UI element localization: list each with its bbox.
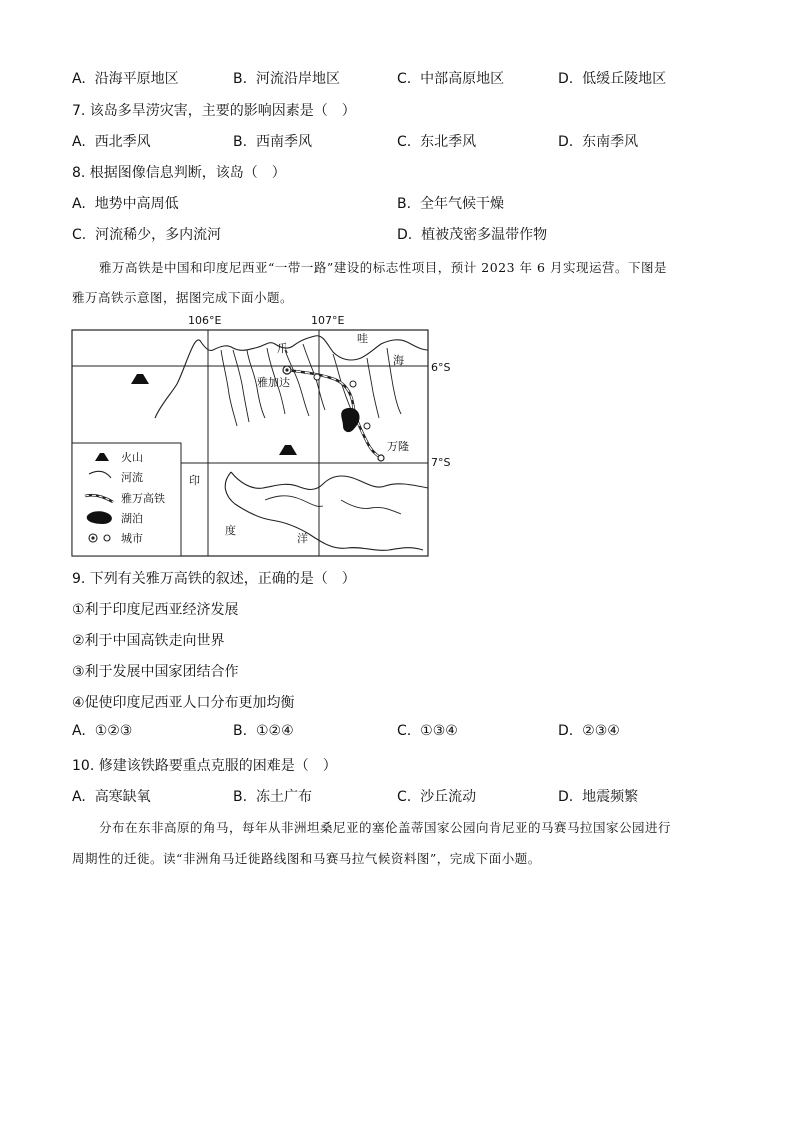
q7-option-a[interactable]: A. 西北季风	[72, 134, 151, 150]
label-du: 度	[225, 524, 236, 537]
lat-label-6s: 6°S	[431, 361, 451, 374]
lake	[341, 408, 359, 432]
svg-text:雅万高铁: 雅万高铁	[121, 492, 165, 505]
passage-1-line-2: 雅万高铁示意图，据图完成下面小题。	[72, 290, 294, 305]
q9-statement-1: ①利于印度尼西亚经济发展	[72, 602, 239, 618]
q6-option-c[interactable]: C. 中部高原地区	[397, 71, 505, 87]
svg-text:城市: 城市	[121, 532, 143, 545]
station-dot	[314, 374, 320, 380]
river-1	[221, 350, 237, 426]
q6-option-b[interactable]: B. 河流沿岸地区	[233, 71, 340, 87]
q8-option-d[interactable]: D. 植被茂密多温带作物	[397, 227, 548, 243]
q10-stem: 10. 修建该铁路要重点克服的困难是（ ）	[72, 758, 337, 774]
q7-option-c[interactable]: C. 东北季风	[397, 134, 477, 150]
river-2	[233, 350, 249, 422]
city-bandung	[378, 455, 384, 461]
label-yin: 印	[189, 474, 200, 487]
q6-option-a[interactable]: A. 沿海平原地区	[72, 71, 179, 87]
label-bandung: 万隆	[387, 440, 409, 453]
q8-option-c[interactable]: C. 河流稀少，多内流河	[72, 227, 222, 243]
passage-2-line-1: 分布在东非高原的角马，每年从非洲坦桑尼亚的塞伦盖蒂国家公园向肯尼亚的马赛马拉国家公园进行	[99, 820, 672, 835]
label-jakarta: 雅加达	[257, 376, 290, 389]
q9-statement-3: ③利于发展中国家团结合作	[72, 664, 239, 680]
volcano-marker	[131, 374, 149, 384]
city-jakarta	[283, 366, 291, 374]
river-8	[367, 358, 379, 418]
q9-statement-4: ④促使印度尼西亚人口分布更加均衡	[72, 695, 295, 711]
label-yang: 洋	[297, 532, 308, 545]
q7-option-b[interactable]: B. 西南季风	[233, 134, 312, 150]
q8-option-a[interactable]: A. 地势中高周低	[72, 196, 179, 212]
label-hai: 海	[393, 354, 404, 367]
q6-option-d[interactable]: D. 低缓丘陵地区	[558, 71, 667, 87]
label-wa: 哇	[357, 332, 368, 345]
q9-option-b[interactable]: B. ①②④	[233, 723, 294, 739]
lat-label-7s: 7°S	[431, 456, 451, 469]
q8-option-b[interactable]: B. 全年气候干燥	[397, 196, 504, 212]
q10-option-b[interactable]: B. 冻土广布	[233, 789, 312, 805]
passage-1-line-1: 雅万高铁是中国和印度尼西亚“一带一路”建设的标志性项目，预计 2023 年 6 月实现运营。下图是	[99, 260, 667, 275]
svg-text:河流: 河流	[121, 471, 143, 484]
rivers	[221, 344, 401, 514]
q10-option-d[interactable]: D. 地震频繁	[558, 789, 639, 805]
passage-2-line-2: 周期性的迁徙。读“非洲角马迁徙路线图和马赛马拉气候资料图”，完成下面小题。	[72, 851, 541, 866]
river-10	[265, 496, 323, 507]
lon-label-106: 106°E	[188, 314, 222, 327]
railway-map	[71, 314, 431, 558]
q9-statement-2: ②利于中国高铁走向世界	[72, 633, 225, 649]
q10-option-a[interactable]: A. 高寒缺氧	[72, 789, 151, 805]
station-dot	[350, 381, 356, 387]
station-dot	[364, 423, 370, 429]
q9-stem: 9. 下列有关雅万高铁的叙述，正确的是（ ）	[72, 571, 356, 587]
q10-option-c[interactable]: C. 沙丘流动	[397, 789, 477, 805]
q9-option-d[interactable]: D. ②③④	[558, 723, 620, 739]
railway-line	[287, 370, 381, 458]
south-coastline	[231, 472, 428, 490]
volcano-marker	[279, 445, 297, 455]
lon-label-107: 107°E	[311, 314, 345, 327]
river-11	[341, 500, 401, 514]
q7-stem: 7. 该岛多旱涝灾害，主要的影响因素是（ ）	[72, 103, 356, 119]
q7-option-d[interactable]: D. 东南季风	[558, 134, 639, 150]
q9-option-c[interactable]: C. ①③④	[397, 723, 458, 739]
svg-text:火山: 火山	[121, 451, 143, 464]
label-zhua: 爪	[277, 342, 288, 355]
q9-option-a[interactable]: A. ①②③	[72, 723, 133, 739]
q8-stem: 8. 根据图像信息判断，该岛（ ）	[72, 165, 286, 181]
svg-text:湖泊: 湖泊	[121, 512, 143, 525]
